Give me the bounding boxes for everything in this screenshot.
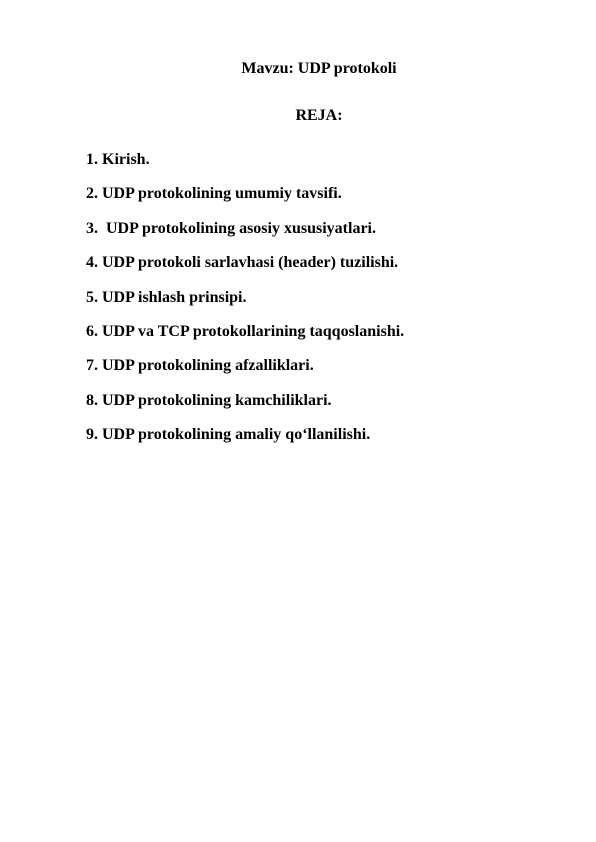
plan-item: 8. UDP protokolining kamchiliklari. <box>86 391 332 409</box>
plan-item: 9. UDP protokolining amaliy qo‘llanilishi. <box>86 426 371 444</box>
plan-item: 5. UDP ishlash prinsipi. <box>86 288 247 306</box>
plan-heading: REJA: <box>295 107 343 124</box>
plan-item: 4. UDP protokoli sarlavhasi (header) tuzilishi. <box>86 254 399 272</box>
plan-item: 6. UDP va TCP protokollarining taqqoslanishi. <box>86 322 405 340</box>
plan-item: 3. UDP protokolining asosiy xususiyatlari. <box>86 219 376 237</box>
document-title: Mavzu: UDP protokoli <box>241 60 397 77</box>
plan-list <box>86 150 566 460</box>
plan-item: 2. UDP protokolining umumiy tavsifi. <box>86 185 342 203</box>
plan-item: 7. UDP protokolining afzalliklari. <box>86 357 314 375</box>
plan-item: 1. Kirish. <box>86 151 150 168</box>
